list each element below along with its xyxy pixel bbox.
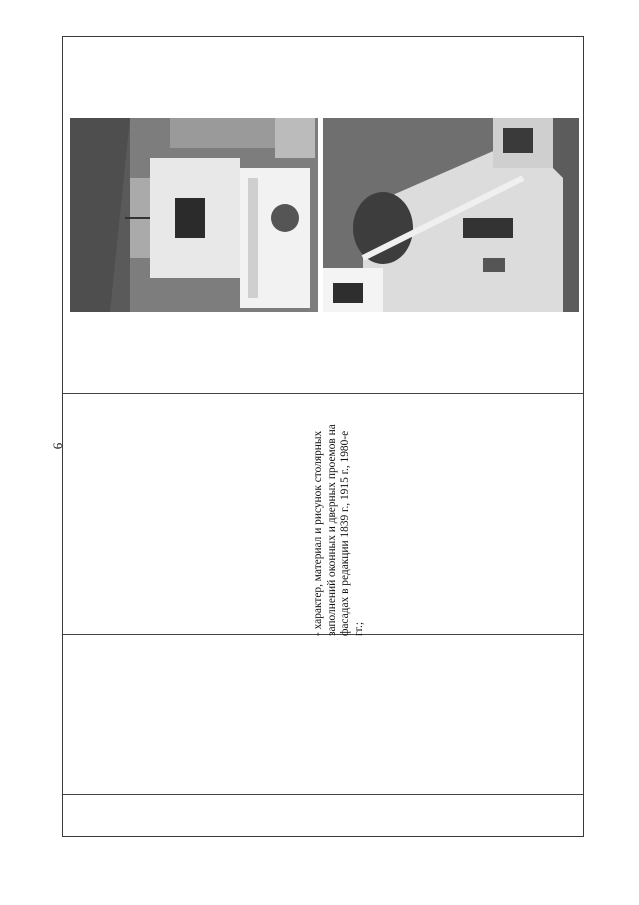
text-line: гг.; [352,621,365,636]
text-line: заполнений оконных и дверных проемов на [325,424,338,636]
church-building-image [323,118,579,312]
text-line: - характер, материал и рисунок столярных [312,430,324,636]
heritage-description-text [312,396,366,636]
table-divider [63,794,583,795]
page-number: 9 [50,442,66,450]
church-building-photo [323,118,579,312]
table-divider [63,393,583,394]
text-line: фасадах в редакции 1839 г., 1915 г., 1980-е [339,430,352,636]
bell-tower-photo [70,118,318,312]
bell-tower-image [70,118,318,312]
